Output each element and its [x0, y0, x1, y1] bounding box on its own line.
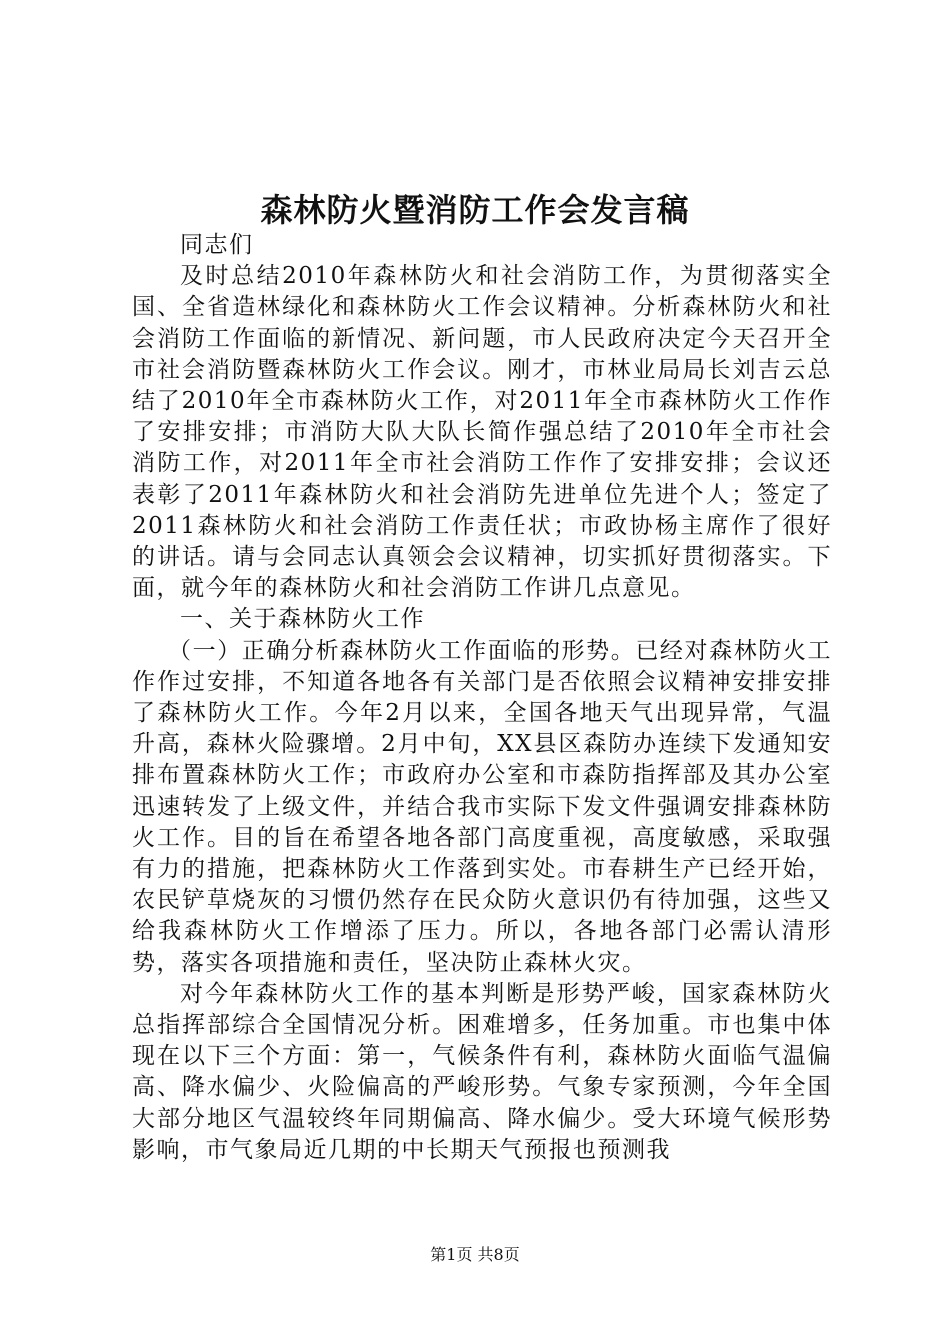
document-title: 森林防火暨消防工作会发言稿: [260, 191, 690, 229]
salutation-paragraph: 同志们: [180, 232, 254, 258]
body-paragraph: 对今年森林防火工作的基本判断是形势严峻，国家森林防火总指挥部综合全国情况分析。困难增多，任务加重。市也集中体现在以下三个方面：第一，气候条件有利，森林防火面临气温偏高、降水偏少、火险偏高的严峻形势。气象专家预测，今年全国大部分地区气温较终年同期偏高、降水偏少。受大环境气候形势影响，市气象局近几期的中长期天气预报也预测我: [132, 980, 832, 1163]
section-heading: 一、关于森林防火工作: [180, 606, 425, 633]
page-number-footer: 第1页 共8页: [430, 1245, 520, 1264]
subsection-paragraph: （一）正确分析森林防火工作面临的形势。已经对森林防火工作作过安排，不知道各地各有关部门是否依照会议精神安排安排了森林防火工作。今年2月以来，全国各地天气出现异常，气温升高，森林火险骤增。2月中旬，XX县区森防办连续下发通知安排布置森林防火工作；市政府办公室和市森防指挥部及其办公室迅速转发了上级文件，并结合我市实际下发文件强调安排森林防火工作。目的旨在希望各地各部门高度重视，高度敏感，采取强有力的措施，把森林防火工作落到实处。市春耕生产已经开始，农民铲草烧灰的习惯仍然存在民众防火意识仍有待加强，这些又给我森林防火工作增添了压力。所以，各地各部门必需认清形势，落实各项措施和责任，坚决防止森林火灾。: [132, 637, 832, 976]
document-body: [132, 230, 832, 1166]
intro-paragraph: 及时总结2010年森林防火和社会消防工作，为贯彻落实全国、全省造林绿化和森林防火工作会议精神。分析森林防火和社会消防工作面临的新情况、新问题，市人民政府决定今天召开全市社会消防暨森林防火工作会议。刚才，市林业局局长刘吉云总结了2010年全市森林防火工作，对2011年全市森林防火工作作了安排安排；市消防大队大队长简作强总结了2010年全市社会消防工作，对2011年全市社会消防工作作了安排安排；会议还表彰了2011年森林防火和社会消防先进单位先进个人；签定了2011森林防火和社会消防工作责任状；市政协杨主席作了很好的讲话。请与会同志认真领会会议精神，切实抓好贯彻落实。下面，就今年的森林防火和社会消防工作讲几点意见。: [132, 263, 832, 602]
